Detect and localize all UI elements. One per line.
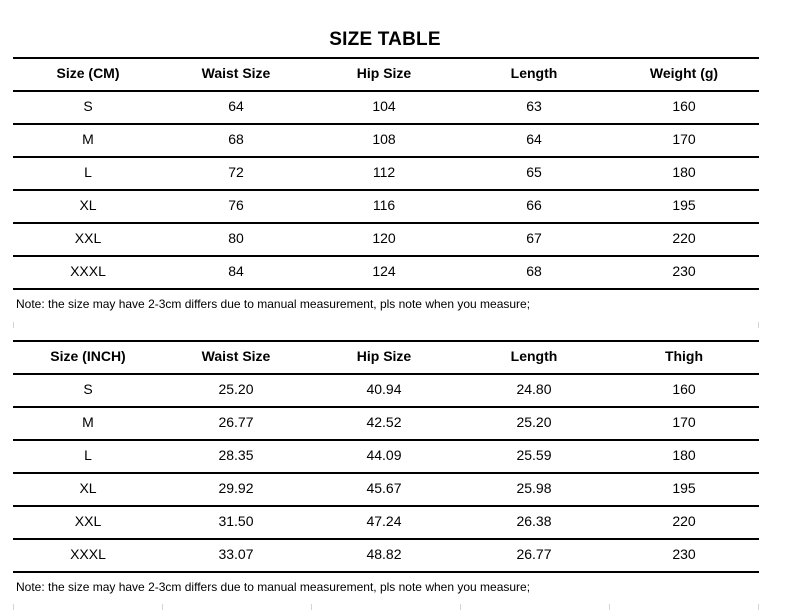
table-cell: 25.59 bbox=[516, 447, 552, 463]
table-rule bbox=[13, 571, 759, 573]
table-cell: 26.77 bbox=[218, 414, 254, 430]
table-cell: 33.07 bbox=[218, 546, 254, 562]
table-cell: 45.67 bbox=[366, 480, 402, 496]
table-cell: 76 bbox=[228, 197, 244, 213]
header-cell: Thigh bbox=[664, 348, 704, 364]
table-cell: 67 bbox=[526, 230, 542, 246]
table-cell: 195 bbox=[672, 480, 696, 496]
measurement-note: Note: the size may have 2-3cm differs due to manual measurement, pls note when you measure; bbox=[16, 580, 531, 594]
table-cell: 104 bbox=[372, 98, 396, 114]
grid-tick bbox=[460, 604, 461, 610]
table-cell: 124 bbox=[372, 263, 396, 279]
measurement-note: Note: the size may have 2-3cm differs due to manual measurement, pls note when you measure; bbox=[16, 297, 531, 311]
table-cell: XXL bbox=[74, 513, 102, 529]
table-cell: 25.98 bbox=[516, 480, 552, 496]
table-row bbox=[13, 222, 759, 255]
table-cell: L bbox=[84, 164, 92, 180]
table-cell: 48.82 bbox=[366, 546, 402, 562]
table-row bbox=[13, 439, 759, 472]
table-cell: 160 bbox=[672, 98, 696, 114]
table-cell: M bbox=[82, 131, 94, 147]
grid-tick bbox=[758, 322, 759, 328]
table-row bbox=[13, 538, 759, 571]
table-row bbox=[13, 373, 759, 406]
table-cell: 68 bbox=[228, 131, 244, 147]
table-cell: 230 bbox=[672, 546, 696, 562]
grid-tick bbox=[758, 604, 759, 610]
table-cell: 63 bbox=[526, 98, 542, 114]
header-cell: Hip Size bbox=[356, 348, 412, 364]
table-cell: 28.35 bbox=[218, 447, 254, 463]
table-cell: 47.24 bbox=[366, 513, 402, 529]
table-header-row bbox=[13, 340, 759, 373]
header-cell: Weight (g) bbox=[649, 65, 719, 81]
grid-tick bbox=[13, 322, 14, 328]
table-row bbox=[13, 472, 759, 505]
table-cell: XL bbox=[79, 197, 97, 213]
table-cell: 64 bbox=[228, 98, 244, 114]
table-cell: 42.52 bbox=[366, 414, 402, 430]
table-cell: S bbox=[83, 381, 93, 397]
table-cell: 220 bbox=[672, 513, 696, 529]
table-cell: 230 bbox=[672, 263, 696, 279]
header-cell: Waist Size bbox=[201, 65, 271, 81]
table-cell: 112 bbox=[372, 164, 396, 180]
table-cell: XL bbox=[79, 480, 97, 496]
table-cell: 26.38 bbox=[516, 513, 552, 529]
table-cell: 220 bbox=[672, 230, 696, 246]
table-cell: 80 bbox=[228, 230, 244, 246]
table-cell: 180 bbox=[672, 164, 696, 180]
header-cell: Length bbox=[510, 65, 558, 81]
header-cell: Hip Size bbox=[356, 65, 412, 81]
grid-tick bbox=[609, 604, 610, 610]
header-cell: Length bbox=[510, 348, 558, 364]
header-cell: Size (CM) bbox=[56, 65, 120, 81]
grid-tick bbox=[162, 604, 163, 610]
table-cell: 120 bbox=[372, 230, 396, 246]
table-row bbox=[13, 156, 759, 189]
table-cell: 26.77 bbox=[516, 546, 552, 562]
table-cell: XXXL bbox=[70, 546, 106, 562]
table-cell: S bbox=[83, 98, 93, 114]
table-cell: 170 bbox=[672, 414, 696, 430]
table-cell: 44.09 bbox=[366, 447, 402, 463]
table-cell: 170 bbox=[672, 131, 696, 147]
table-cell: 65 bbox=[526, 164, 542, 180]
table-row bbox=[13, 189, 759, 222]
table-row bbox=[13, 406, 759, 439]
table-cell: 25.20 bbox=[218, 381, 254, 397]
grid-tick bbox=[311, 604, 312, 610]
table-cell: 66 bbox=[526, 197, 542, 213]
header-cell: Waist Size bbox=[201, 348, 271, 364]
table-cell: 195 bbox=[672, 197, 696, 213]
table-row bbox=[13, 505, 759, 538]
table-cell: 84 bbox=[228, 263, 244, 279]
table-cell: 68 bbox=[526, 263, 542, 279]
table-cell: 108 bbox=[372, 131, 396, 147]
table-cell: 24.80 bbox=[516, 381, 552, 397]
header-cell: Size (INCH) bbox=[50, 348, 126, 364]
table-cell: XXXL bbox=[70, 263, 106, 279]
table-rule bbox=[13, 288, 759, 290]
table-cell: 64 bbox=[526, 131, 542, 147]
table-cell: 40.94 bbox=[366, 381, 402, 397]
page-title: SIZE TABLE bbox=[329, 29, 441, 50]
table-cell: 31.50 bbox=[218, 513, 254, 529]
table-row bbox=[13, 90, 759, 123]
grid-tick bbox=[13, 604, 14, 610]
table-row bbox=[13, 255, 759, 288]
table-cell: 29.92 bbox=[218, 480, 254, 496]
table-row bbox=[13, 123, 759, 156]
table-cell: 160 bbox=[672, 381, 696, 397]
table-cell: 116 bbox=[372, 197, 396, 213]
table-cell: L bbox=[84, 447, 92, 463]
table-cell: 180 bbox=[672, 447, 696, 463]
table-header-row bbox=[13, 57, 759, 90]
table-cell: M bbox=[82, 414, 94, 430]
table-cell: 72 bbox=[228, 164, 244, 180]
table-cell: XXL bbox=[74, 230, 102, 246]
table-cell: 25.20 bbox=[516, 414, 552, 430]
